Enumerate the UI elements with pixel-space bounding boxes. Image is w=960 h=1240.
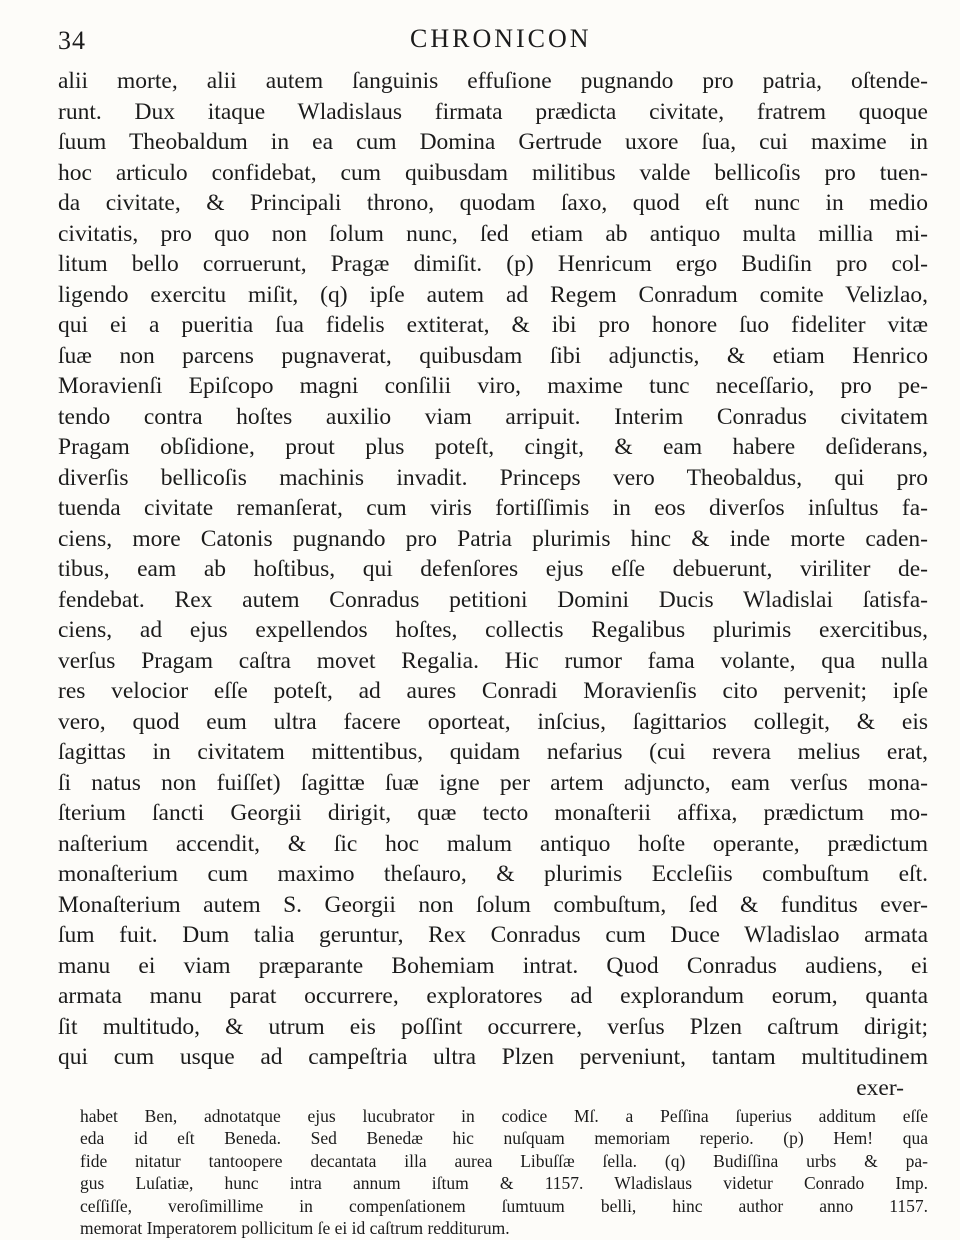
text-line: Pragam obſidione, prout plus poteſt, cingit, & eam habere deſiderans, [58,434,928,460]
running-head [58,22,928,62]
text-line: ciens, more Catonis pugnando pro Patria plurimis hinc & inde morte caden- [58,525,928,552]
text-line: runt. Dux itaque Wladislaus firmata prædicta civitate, fratrem quoque [58,98,928,125]
text-line: Moravienſi Epiſcopo magni conſilii viro, maxime tunc neceſſario, pro pe- [58,373,928,399]
text-line: hoc articulo confidebat, cum quibusdam militibus valde bellicoſis pro tuen- [58,159,928,186]
text-line: armata manu parat occurrere, exploratores ad explorandum eorum, quanta [58,983,928,1009]
text-line: ſagittas in civitatem mittentibus, quidam nefarius (cui revera melius erat, [58,739,928,765]
text-line: ſuum Theobaldum in ea cum Domina Gertrude uxore ſua, cui maxime in [58,129,928,155]
page-number: 34 [58,26,86,55]
footnote-line: fide nitatur tantoopere decantata illa aurea Libuſſæ ſella. (q) Budiſſina urbs & pa- [80,1150,928,1171]
running-title: CHRONICON [410,24,592,53]
footnotes [58,1105,928,1240]
text-line: tendo contra hoſtes auxilio viam arripuit. Interim Conradus civitatem [58,403,928,430]
text-line: fendebat. Rex autem Conradus petitioni Domini Ducis Wladislai ſatisfa- [58,586,928,613]
text-line: ſuæ non parcens pugnaverat, quibusdam ſibi adjunctis, & etiam Henrico [58,342,928,369]
footnote-line: habet Ben, adnotatque ejus lucubrator in codice Mſ. a Peſſina ſuperius additum eſſe [80,1105,928,1126]
catchword: exer- [856,1074,904,1101]
text-line: tibus, eam ab hoſtibus, qui defenſores ejus eſſe debuerunt, viriliter de- [58,556,928,582]
main-text [58,66,928,1073]
footnote-line: ceſſiſſe, veroſimillime in compenſationem ſumtuum belli, hinc author anno 1157. [80,1195,928,1216]
footnote-line: memorat Imperatorem pollicitum ſe ei id caſtrum redditurum. [80,1218,510,1238]
text-line: civitatis, pro quo non ſolum nunc, ſed etiam ab antiquo multa millia mi- [58,220,928,247]
text-line: qui ei a pueritia ſua fidelis extiterat, & ibi pro honore ſuo fideliter vitæ [58,312,928,338]
text-line: tuenda civitate remanſerat, cum viris fortiſſimis in eos diverſos inſultus fa- [58,495,928,521]
text-line: manu ei viam præparante Bohemiam intrat. Quod Conradus audiens, ei [58,952,928,979]
text-line: res velocior eſſe poteſt, ad aures Conradi Moravienſis cito pervenit; ipſe [58,678,928,704]
text-line: ligendo exercitu miſit, (q) ipſe autem ad Regem Conradum comite Velizlao, [58,281,928,308]
text-line: da civitate, & Principali throno, quodam ſaxo, quod eſt nunc in medio [58,190,928,216]
text-line: alii morte, alii autem ſanguinis effuſione pugnando pro patria, oſtende- [58,68,928,94]
text-line: ſit multitudo, & utrum eis poſſint occurrere, verſus Plzen caſtrum dirigit; [58,1013,928,1040]
text-line: vero, quod eum ultra facere oporteat, inſcius, ſagittarios collegit, & eis [58,708,928,735]
text-line: ciens, ad ejus expellendos hoſtes, collectis Regalibus plurimis exercitibus, [58,617,928,643]
text-line: naſterium accendit, & ſic hoc malum antiquo hoſte operante, prædictum [58,830,928,857]
text-line: litum bello corruerunt, Pragæ dimiſit. (p) Henricum ergo Budiſin pro col- [58,251,928,277]
text-line: ſum fuit. Dum talia geruntur, Rex Conradus cum Duce Wladislao armata [58,922,928,948]
text-line: ſterium ſancti Georgii dirigit, quæ tecto monaſterii affixa, prædictum mo- [58,800,928,826]
footnote-line: eda id eſt Beneda. Sed Benedæ hic nuſquam memoriam reperio. (p) Hem! qua [80,1128,928,1148]
text-line: qui cum usque ad campeſtria ultra Plzen perveniunt, tantam multitudinem [58,1044,928,1070]
text-line: ſi natus non fuiſſet) ſagittæ ſuæ igne per artem adjuncto, eam verſus mona- [58,769,928,796]
text-line: Monaſterium autem S. Georgii non ſolum combuſtum, ſed & funditus ever- [58,891,928,918]
text-line: monaſterium cum maximo theſauro, & plurimis Eccleſiis combuſtum eſt. [58,861,928,887]
text-line: diverſis bellicoſis machinis invadit. Princeps vero Theobaldus, qui pro [58,464,928,491]
footnote-line: gus Luſatiæ, hunc intra annum iſtum & 1157. Wladislaus videtur Conrado Imp. [80,1173,928,1193]
text-line: verſus Pragam caſtra movet Regalia. Hic rumor fama volante, qua nulla [58,647,928,674]
